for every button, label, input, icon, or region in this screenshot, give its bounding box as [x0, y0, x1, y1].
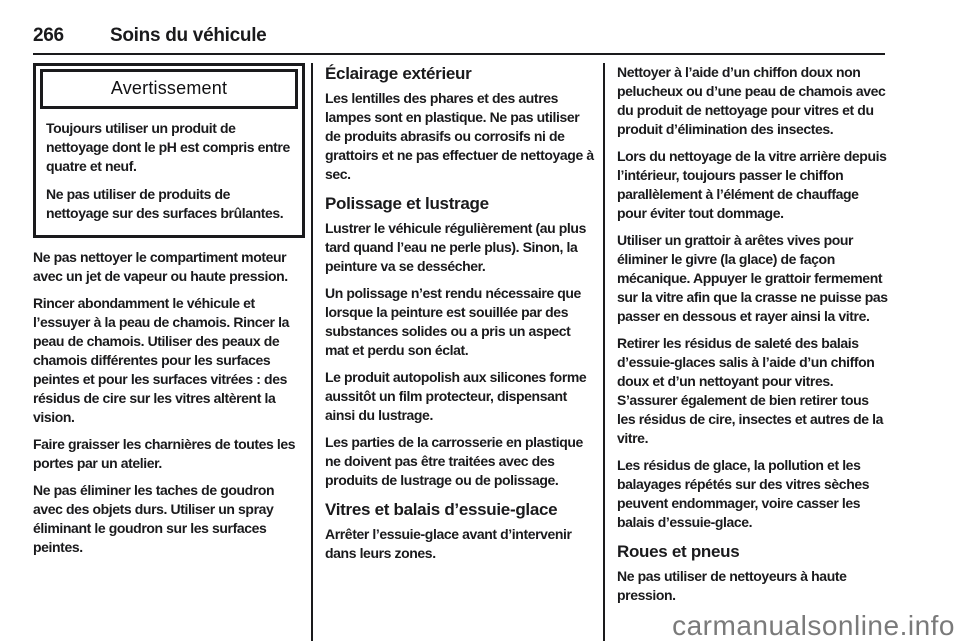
- paragraph: Un polissage n’est rendu nécessaire que lorsque la peinture est souillée par des substances solides ou a pris un aspect mat et perdu son éclat.: [325, 285, 581, 358]
- section-heading-exterior-lighting: Éclairage extérieur: [325, 64, 472, 83]
- columns: [0, 63, 960, 641]
- paragraph: Ne pas éliminer les taches de goudron avec des objets durs. Utiliser un spray éliminant le goudron sur les surfaces peintes.: [33, 482, 275, 555]
- page-number: 266: [33, 25, 64, 46]
- paragraph: Ne pas nettoyer le compartiment moteur avec un jet de vapeur ou haute pression.: [33, 249, 288, 284]
- paragraph: Le produit autopolish aux silicones forme aussitôt un film protecteur, dispensant ainsi du lustrage.: [325, 369, 587, 423]
- watermark: carmanualsonline.info: [672, 610, 955, 641]
- paragraph: Ne pas utiliser de nettoyeurs à haute pression.: [617, 568, 847, 603]
- header-rule: [33, 53, 885, 55]
- column-divider: [603, 63, 605, 641]
- column-1: [33, 63, 305, 641]
- paragraph: Lors du nettoyage de la vitre arrière depuis l’intérieur, toujours passer le chiffon parallèlement à l’élément de chauffage pour éviter tout dommage.: [617, 148, 887, 221]
- paragraph: Utiliser un grattoir à arêtes vives pour éliminer le givre (la glace) de façon mécanique. Appuyer le grattoir fermement sur la vitre afin que la crasse ne puisse pas passer en dessous et rayer ainsi la vitre.: [617, 232, 888, 324]
- section-heading-wheels-tyres: Roues et pneus: [617, 542, 740, 561]
- paragraph: Les parties de la carrosserie en plastique ne doivent pas être traitées avec des produits de lustrage ou de polissage.: [325, 434, 583, 488]
- paragraph: Rincer abondamment le véhicule et l’essuyer à la peau de chamois. Rincer la peau de chamois. Utiliser des peaux de chamois différentes pour les surfaces peintes et pour les surfaces vitrées : des résidus de cire sur les vitres altèrent la vision.: [33, 295, 289, 425]
- page-title: Soins du véhicule: [110, 25, 267, 46]
- paragraph: Les résidus de glace, la pollution et les balayages répétés sur des vitres sèches peuvent endommager, voire casser les balais d’essuie-glace.: [617, 457, 870, 530]
- column-divider: [311, 63, 313, 641]
- page-header: [0, 0, 960, 47]
- section-heading-windows-wipers: Vitres et balais d’essuie-glace: [325, 500, 558, 519]
- column-2: [325, 63, 597, 641]
- paragraph: Faire graisser les charnières de toutes les portes par un atelier.: [33, 436, 296, 471]
- warning-box: [33, 63, 305, 238]
- paragraph: Les lentilles des phares et des autres lampes sont en plastique. Ne pas utiliser de produits abrasifs ou corrosifs ni de grattoirs et ne pas effectuer de nettoyage à sec.: [325, 90, 594, 182]
- column-3: [617, 63, 889, 641]
- paragraph: Nettoyer à l’aide d’un chiffon doux non pelucheux ou d’une peau de chamois avec du produit de nettoyage pour vitres et du produit d’élimination des insectes.: [617, 64, 886, 137]
- paragraph: Retirer les résidus de saleté des balais d’essuie-glaces salis à l’aide d’un chiffon doux et d’un nettoyant pour vitres. S’assurer également de bien retirer tous les résidus de cire, insectes et autres de la vitre.: [617, 335, 884, 446]
- paragraph: Arrêter l’essuie-glace avant d’intervenir dans leurs zones.: [325, 526, 572, 561]
- warning-paragraph: Toujours utiliser un produit de nettoyage dont le pH est compris entre quatre et neuf.: [46, 120, 290, 174]
- warning-title: Avertissement: [40, 69, 298, 109]
- section-heading-polishing-waxing: Polissage et lustrage: [325, 194, 489, 213]
- warning-paragraph: Ne pas utiliser de produits de nettoyage sur des surfaces brûlantes.: [46, 186, 284, 221]
- paragraph: Lustrer le véhicule régulièrement (au plus tard quand l’eau ne perle plus). Sinon, la peinture va se dessécher.: [325, 220, 586, 274]
